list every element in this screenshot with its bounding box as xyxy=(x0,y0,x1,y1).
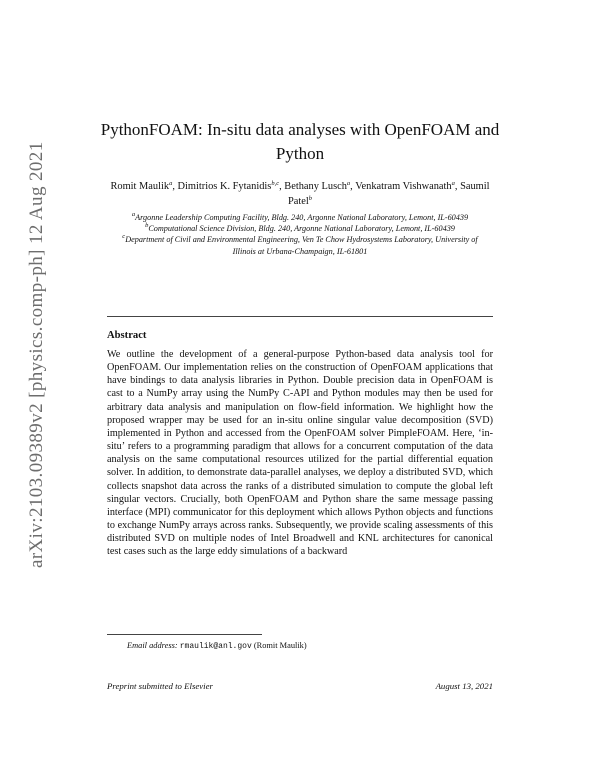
author-affiliation-mark: a xyxy=(346,180,351,187)
preprint-notice: Preprint submitted to Elsevier xyxy=(107,681,213,691)
author-name: Dimitrios K. Fytanidis xyxy=(177,181,272,192)
affiliation xyxy=(110,223,490,234)
abstract-top-rule xyxy=(107,316,493,317)
preprint-date: August 13, 2021 xyxy=(435,681,493,691)
author-affiliation-mark: b xyxy=(308,195,313,202)
author-name: Saumil Patel xyxy=(287,181,490,207)
affiliation-list xyxy=(110,212,490,257)
affiliation xyxy=(110,234,490,256)
affiliation-mark: a xyxy=(131,211,136,218)
email-owner: (Romit Maulik) xyxy=(253,641,307,650)
author-affiliation-mark: b,c xyxy=(271,180,280,187)
affiliation-mark: c xyxy=(122,233,126,241)
abstract-heading: Abstract xyxy=(107,330,147,341)
affiliation-text: Department of Civil and Environmental Engineering, Ven Te Chow Hydrosystems Laboratory, University of Illinois at Urbana-Champaign, IL-61801 xyxy=(125,235,478,256)
arxiv-identifier-stamp: arXiv:2103.09389v2 [physics.comp-ph] 12 Aug 2021 xyxy=(26,141,47,568)
author-affiliation-mark: a xyxy=(451,180,455,187)
email-label: Email address: xyxy=(127,641,178,650)
author-list: Romit Maulik$^a$, Dimitrios K. Fytanidis$^{b,c}$, Bethany Lusch$^a$, Venkatram Vishwanath$^a$, Saumil Patel$^b$ xyxy=(110,180,490,207)
affiliation-mark: b xyxy=(145,222,149,230)
affiliation xyxy=(110,212,490,223)
author-name: Romit Maulik xyxy=(110,181,170,192)
footnote-rule xyxy=(107,634,262,635)
paper-title: PythonFOAM: In-situ data analyses with OpenFOAM and Python xyxy=(100,120,500,163)
author-name: Bethany Lusch xyxy=(284,181,347,192)
email-footnote xyxy=(127,641,307,651)
affiliation-text: Argonne Leadership Computing Facility, Bldg. 240, Argonne National Laboratory, Lemont, IL-60439 xyxy=(135,213,469,222)
author-affiliation-mark: a xyxy=(169,180,173,187)
author-name: Venkatram Vishwanath xyxy=(355,181,452,192)
abstract-body: We outline the development of a general-purpose Python-based data analysis tool for OpenFOAM. Our implementation relies on the construction of OpenFOAM applications that have bindings to data analysis libraries in Python. Double precision data in OpenFOAM is cast to a NumPy array using the NumPy C-API and Python modules may then be used for arbitrary data analysis and manipulation on flow-field information. We highlight how the proposed wrapper may be used for an in-situ online singular value decomposition (SVD) implemented in Python and accessed from the OpenFOAM solver PimpleFOAM. Here, ‘in-situ’ refers to a programming paradigm that allows for a concurrent computation of the data analysis on the same computational resources utilized for the partial differential equation solver. In addition, to demonstrate data-parallel analyses, we deploy a distributed SVD, which collects snapshot data across the ranks of a distributed simulation to compute the global left singular vectors. Crucially, both OpenFOAM and Python share the same message passing interface (MPI) communicator for this deployment which allows Python objects and functions to exchange NumPy arrays across ranks. Subsequently, we provide scaling assessments of this distributed SVD on multiple nodes of Intel Broadwell and KNL architectures for canonical test cases such as the large eddy simulations of a backward xyxy=(107,349,493,558)
affiliation-text: Computational Science Division, Bldg. 240, Argonne National Laboratory, Lemont, IL-60439 xyxy=(148,224,455,234)
email-link[interactable]: rmaulik@anl.gov xyxy=(179,642,252,651)
